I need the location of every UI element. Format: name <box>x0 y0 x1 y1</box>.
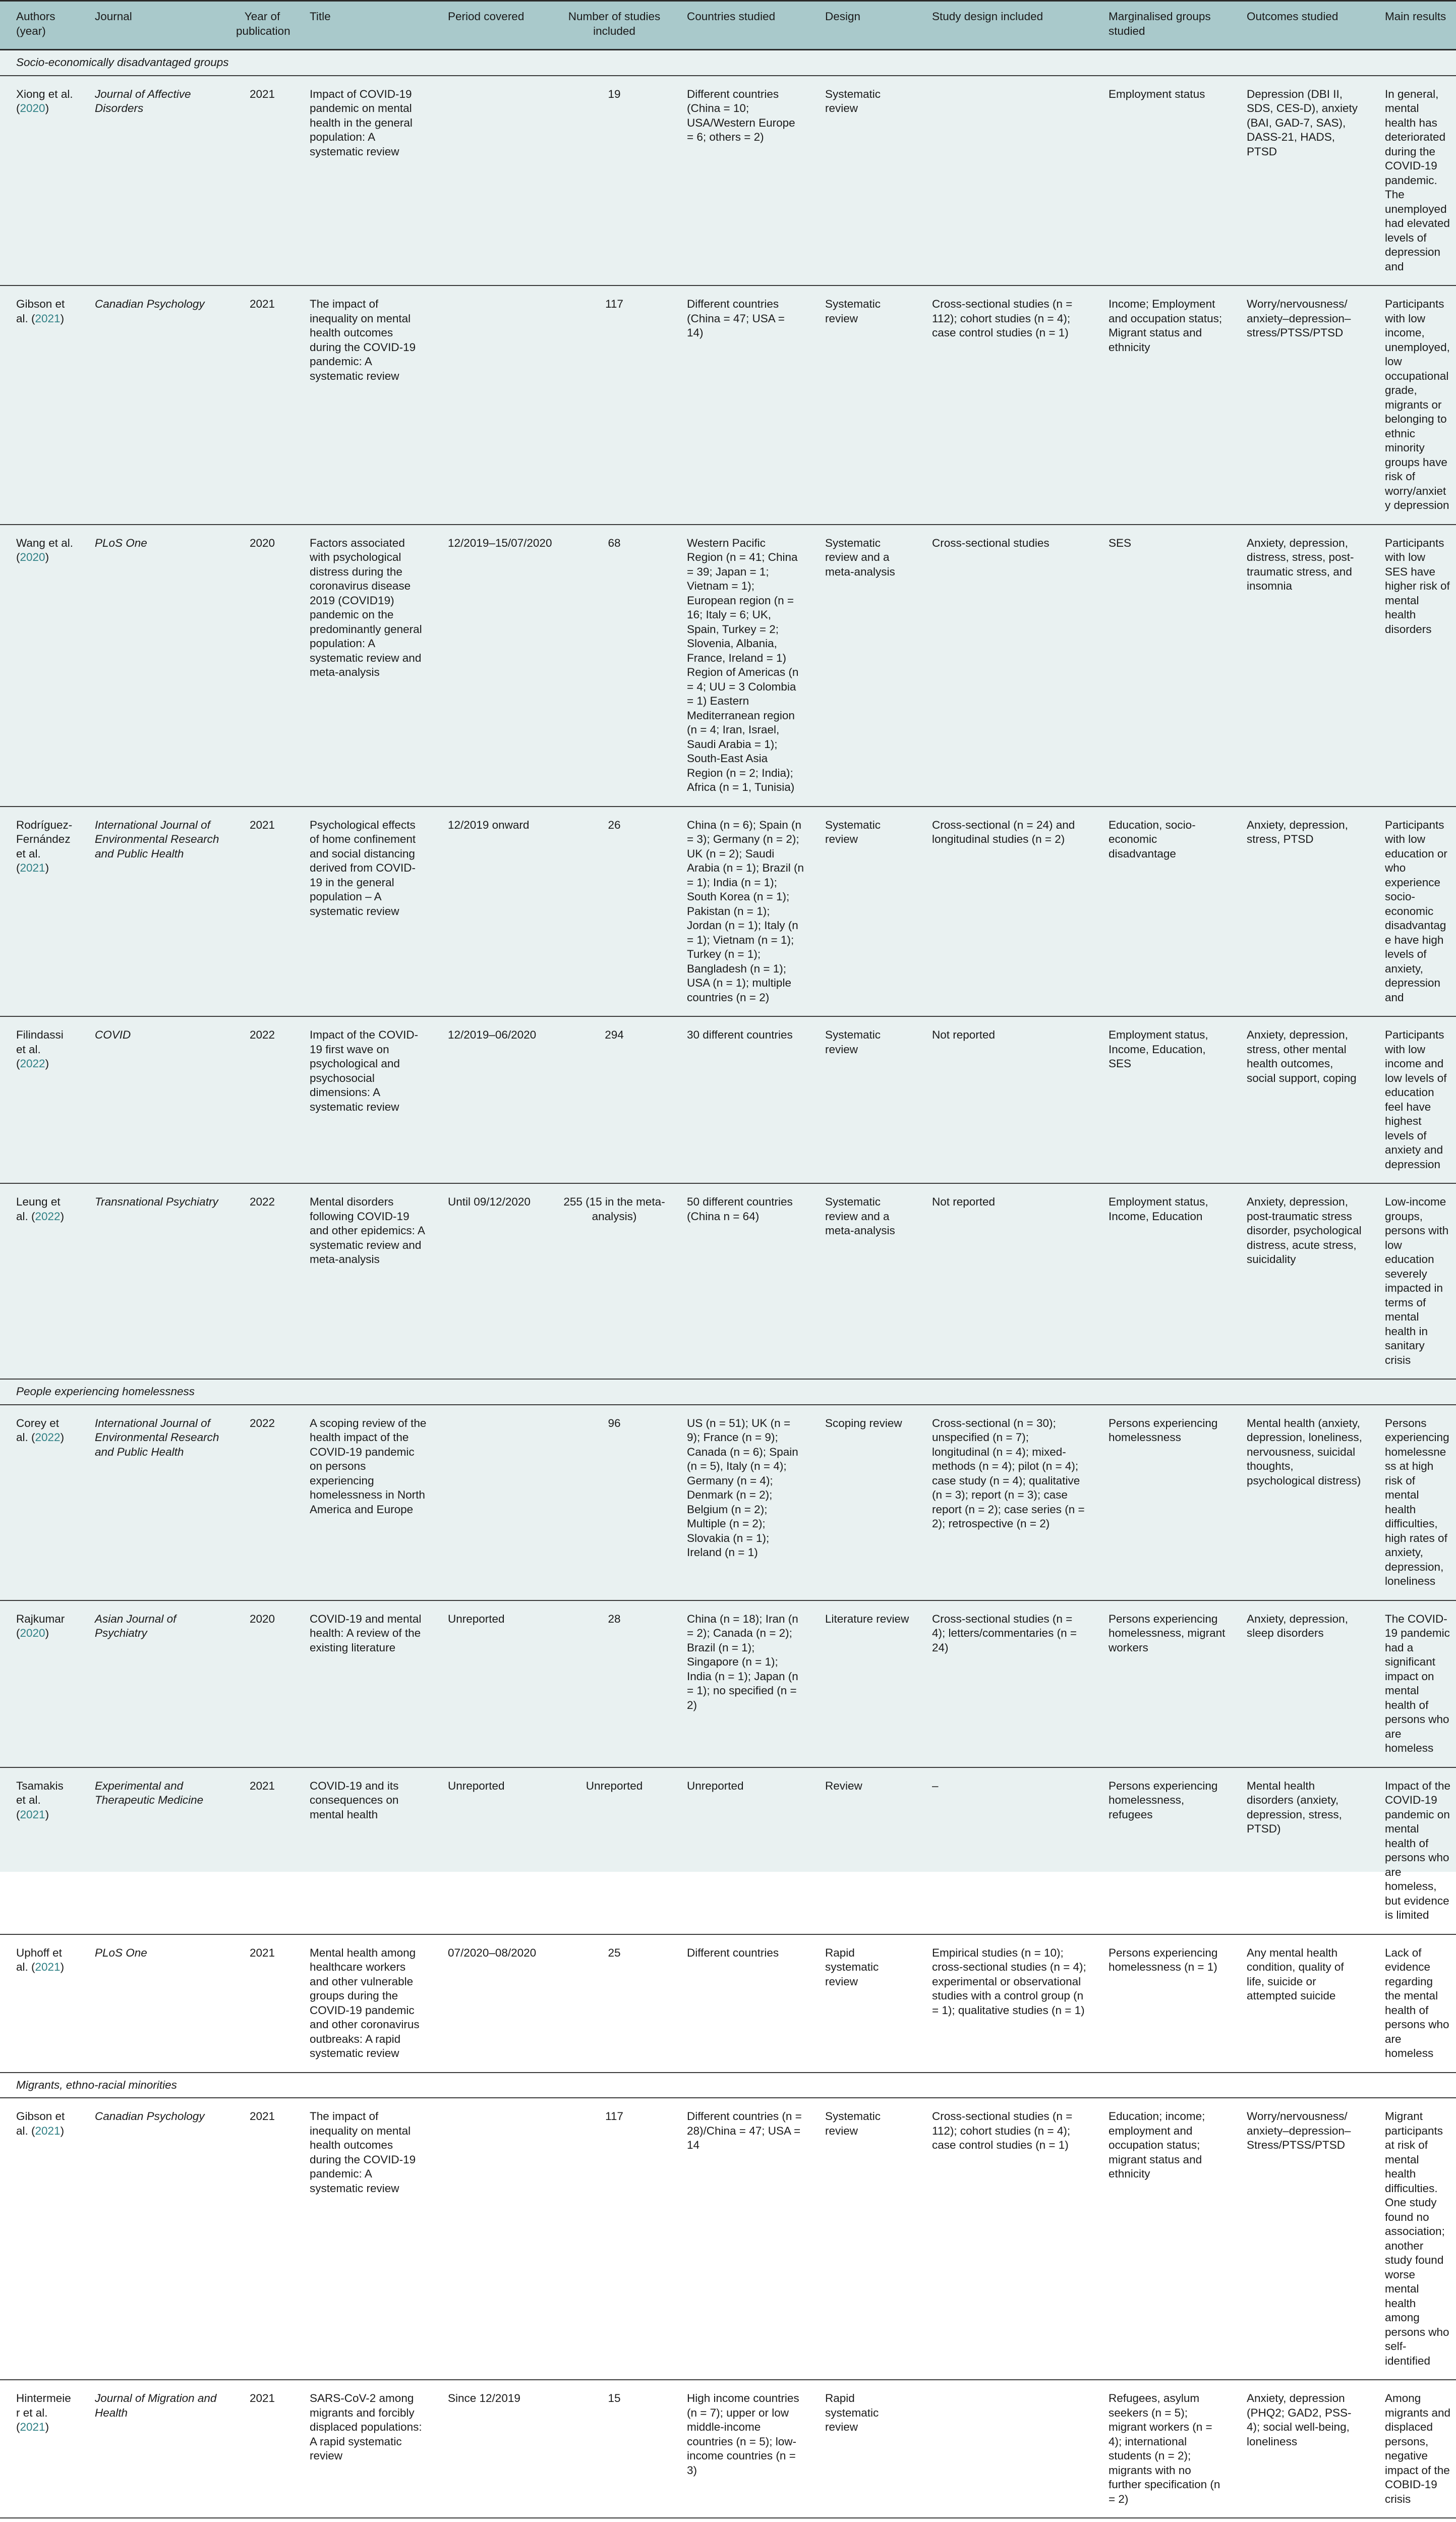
outcomes-cell: Any mental health condition, quality of life, suicide or attempted suicide <box>1231 1934 1369 2073</box>
outcomes-cell: Mental health disorders (anxiety, depression, stress, PTSD) <box>1231 1767 1369 1934</box>
author-name: Filindassi et al. <box>16 1028 64 1056</box>
outcomes-cell: Anxiety, depression, distress, stress, post-traumatic stress, and insomnia <box>1231 525 1369 807</box>
authors-cell: Hintermeier et al. (2021) <box>0 2380 79 2518</box>
study-design-cell <box>916 76 1092 286</box>
countries-cell: High income countries (n = 7); upper or low middle-income countries (n = 5); low-income countries (n = 3) <box>671 2380 809 2518</box>
reference-year-link[interactable]: 2020 <box>20 1627 45 1639</box>
journal-cell: International Journal of Environmental Research and Public Health <box>79 1405 231 1600</box>
title-cell: Factors associated with psychological distress during the coronavirus disease 2019 (COVID19) pandemic on the predominantly general population: A systematic review and meta-analysis <box>294 525 432 807</box>
study-design-cell <box>916 2518 1092 2522</box>
reference-year-link[interactable]: 2020 <box>20 102 45 114</box>
table-row <box>0 2098 1456 2380</box>
authors-cell: Uphoff et al. (2021) <box>0 1934 79 2073</box>
countries-cell: China (n = 6); Spain (n = 3); Germany (n = 2); UK (n = 2); Saudi Arabia (n = 1); Brazil (n = 1); India (n = 1); South Korea (n = 1); Pakistan (n = 1); Jordan (n = 1); Italy (n = 1); Vietnam (n = 1); Turkey (n = 1); Bangladesh (n = 1); USA (n = 1); multiple countries (n = 2) <box>671 807 809 1017</box>
publication-year-cell: 2021 <box>231 2098 294 2380</box>
countries-cell: 30 different countries <box>671 1016 809 1183</box>
design-cell: Systematic review and a meta-analysis <box>809 1183 916 1379</box>
design-cell: Literature review <box>809 1600 916 1767</box>
groups-cell: Income; Employment and occupation status; Migrant status and ethnicity <box>1092 285 1231 525</box>
groups-cell <box>1092 2518 1231 2522</box>
authors-cell: Corey et al. (2022) <box>0 1405 79 1600</box>
table-row <box>0 2380 1456 2518</box>
period-cell: Unreported <box>432 1767 558 1934</box>
results-cell: Among migrants and displaced persons, negative impact of the COBID-19 crisis <box>1369 2380 1456 2518</box>
groups-cell: Education, socio-economic disadvantage <box>1092 807 1231 1017</box>
journal-cell: International Journal of Environmental Research and Public Health <box>79 807 231 1017</box>
study-design-cell: Cross-sectional (n = 30); unspecified (n = 7); longitudinal (n = 4); mixed-methods (n = 4); pilot (n = 4); case study (n = 4); qualitative (n = 3); report (n = 3); case report (n = 2); case series (n = 2); retrospective (n = 2) <box>916 1405 1092 1600</box>
reference-year-link[interactable]: 2021 <box>20 2421 45 2433</box>
design-cell: Systematic review <box>809 807 916 1017</box>
study-count-cell: 96 <box>558 1405 671 1600</box>
groups-cell: Persons experiencing homelessness, refugees <box>1092 1767 1231 1934</box>
column-header: Period covered <box>432 1 558 50</box>
journal-cell: PLoS One <box>79 1934 231 2073</box>
publication-year-cell: 2020 <box>231 525 294 807</box>
author-name: Uphoff et al. <box>16 1946 62 1974</box>
results-cell: The COVID-19 pandemic had a significant impact on mental health of persons who are homeless <box>1369 1600 1456 1767</box>
countries-cell: China (n = 18); Iran (n = 2); Canada (n = 2); Brazil (n = 1); Singapore (n = 1); India (n = 1); Japan (n = 1); no specified (n = 2) <box>671 1600 809 1767</box>
publication-year-cell: 2022 <box>231 1016 294 1183</box>
author-name: Rajkumar <box>16 1613 65 1625</box>
authors-cell <box>0 2518 79 2522</box>
title-cell: COVID-19 and its consequences on mental health <box>294 1767 432 1934</box>
study-count-cell <box>558 2518 671 2522</box>
title-cell: Psychological effects of home confinement and social distancing derived from COVID-19 in the general population – A systematic review <box>294 807 432 1017</box>
author-name: Corey et al. <box>16 1417 59 1444</box>
outcomes-cell: Depression (DBI II, SDS, CES-D), anxiety (BAI, GAD-7, SAS), DASS-21, HADS, PTSD <box>1231 76 1369 286</box>
journal-cell: PLoS One <box>79 525 231 807</box>
journal-cell: Canadian Psychology <box>79 2098 231 2380</box>
table-row <box>0 1183 1456 1379</box>
section-row <box>0 1379 1456 1405</box>
column-header: Countries studied <box>671 1 809 50</box>
author-name: Gibson et al. <box>16 2110 65 2137</box>
author-name: Xiong et al. <box>16 88 73 100</box>
authors-cell: Filindassi et al. (2022) <box>0 1016 79 1183</box>
author-name: Leung et al. <box>16 1195 61 1223</box>
study-count-cell: 25 <box>558 1934 671 2073</box>
journal-cell: Canadian Psychology <box>79 285 231 525</box>
study-design-cell <box>916 2380 1092 2518</box>
period-cell <box>432 1405 558 1600</box>
results-cell: Impact of the COVID-19 pandemic on mental health of persons who are homeless, but evidence is limited <box>1369 1767 1456 1934</box>
study-design-cell: Not reported <box>916 1016 1092 1183</box>
author-name: Hintermeier et al. <box>16 2392 71 2419</box>
countries-cell: Different countries (China = 10; USA/Western Europe = 6; others = 2) <box>671 76 809 286</box>
study-design-cell: Cross-sectional studies (n = 4); letters/commentaries (n = 24) <box>916 1600 1092 1767</box>
period-cell <box>432 2098 558 2380</box>
design-cell: Rapid systematic review <box>809 2380 916 2518</box>
authors-cell: Gibson et al. (2021) <box>0 2098 79 2380</box>
study-design-cell: Cross-sectional studies (n = 112); cohort studies (n = 4); case control studies (n = 1) <box>916 2098 1092 2380</box>
table-row <box>0 525 1456 807</box>
journal-cell: COVID <box>79 1016 231 1183</box>
countries-cell: Unreported <box>671 1767 809 1934</box>
publication-year-cell: 2020 <box>231 1600 294 1767</box>
results-cell: Persons experiencing homelessness at high risk of mental health difficulties, high rates of anxiety, depression, loneliness <box>1369 1405 1456 1600</box>
title-cell: Mental health among healthcare workers and other vulnerable groups during the COVID-19 pandemic and other coronavirus outbreaks: A rapid systematic review <box>294 1934 432 2073</box>
study-design-cell: Cross-sectional studies (n = 112); cohort studies (n = 4); case control studies (n = 1) <box>916 285 1092 525</box>
period-cell <box>432 285 558 525</box>
countries-cell <box>671 2518 809 2522</box>
study-design-cell: Cross-sectional (n = 24) and longitudinal studies (n = 2) <box>916 807 1092 1017</box>
study-count-cell: 68 <box>558 525 671 807</box>
journal-cell: Experimental and Therapeutic Medicine <box>79 1767 231 1934</box>
journal-cell: Journal of Migration and Health <box>79 2380 231 2518</box>
study-design-cell: Empirical studies (n = 10); cross-sectional studies (n = 4); experimental or observational studies with a control group (n = 1); qualitative studies (n = 1) <box>916 1934 1092 2073</box>
author-name: Tsamakis et al. <box>16 1780 64 1807</box>
countries-cell: US (n = 51); UK (n = 9); France (n = 9); Canada (n = 6); Spain (n = 5), Italy (n = 4); Germany (n = 4); Denmark (n = 2); Belgium (n = 2); Multiple (n = 2); Slovakia (n = 1); Ireland (n = 1) <box>671 1405 809 1600</box>
study-count-cell: 255 (15 in the meta-analysis) <box>558 1183 671 1379</box>
groups-cell: Persons experiencing homelessness, migrant workers <box>1092 1600 1231 1767</box>
period-cell: Until 09/12/2020 <box>432 1183 558 1379</box>
period-cell: 12/2019–15/07/2020 <box>432 525 558 807</box>
authors-cell: Rodríguez-Fernández et al. (2021) <box>0 807 79 1017</box>
journal-cell: Asian Journal of Psychiatry <box>79 1600 231 1767</box>
design-cell: Systematic review <box>809 2098 916 2380</box>
author-name: Rodríguez-Fernández et al. <box>16 819 72 860</box>
groups-cell: Education; income; employment and occupation status; migrant status and ethnicity <box>1092 2098 1231 2380</box>
study-count-cell: 117 <box>558 2098 671 2380</box>
table-row <box>0 285 1456 525</box>
groups-cell: Refugees, asylum seekers (n = 5); migrant workers (n = 4); international students (n = 2); migrants with no further specification (n = 2) <box>1092 2380 1231 2518</box>
design-cell: Systematic review <box>809 285 916 525</box>
section-row <box>0 2073 1456 2098</box>
reference-year-link[interactable]: 2022 <box>35 1210 61 1223</box>
groups-cell: SES <box>1092 525 1231 807</box>
title-cell <box>294 2518 432 2522</box>
groups-cell: Persons experiencing homelessness (n = 1) <box>1092 1934 1231 2073</box>
publication-year-cell: 2021 <box>231 76 294 286</box>
study-count-cell: 117 <box>558 285 671 525</box>
column-header: Main results <box>1369 1 1456 50</box>
study-count-cell: 294 <box>558 1016 671 1183</box>
study-count-cell: Unreported <box>558 1767 671 1934</box>
publication-year-cell: 2021 <box>231 1767 294 1934</box>
period-cell: 12/2019 onward <box>432 807 558 1017</box>
reference-year-link[interactable]: 2021 <box>20 862 45 874</box>
reference-year-link[interactable]: 2021 <box>35 1961 61 1973</box>
countries-cell: Different countries (n = 28)/China = 47; USA = 14 <box>671 2098 809 2380</box>
countries-cell: Different countries (China = 47; USA = 14) <box>671 285 809 525</box>
outcomes-cell: Worry/nervousness/ anxiety–depression–Stress/PTSS/PTSD <box>1231 2098 1369 2380</box>
title-cell: Mental disorders following COVID-19 and other epidemics: A systematic review and meta-analysis <box>294 1183 432 1379</box>
outcomes-cell: Mental health (anxiety, depression, loneliness, nervousness, suicidal thoughts, psychological distress) <box>1231 1405 1369 1600</box>
column-header: Journal <box>79 1 231 50</box>
author-name: Wang et al. <box>16 537 73 549</box>
table-header-row <box>0 1 1456 50</box>
journal-cell <box>79 2518 231 2522</box>
period-cell: Unreported <box>432 1600 558 1767</box>
column-header: Year of publication <box>231 1 294 50</box>
column-header: Study design included <box>916 1 1092 50</box>
outcomes-cell: Worry/nervousness/ anxiety–depression–stress/PTSS/PTSD <box>1231 285 1369 525</box>
title-cell: Impact of COVID-19 pandemic on mental health in the general population: A systematic review <box>294 76 432 286</box>
results-cell: Participants with low income, unemployed, low occupational grade, migrants or belonging to ethnic minority groups have risk of worry/anxiety depression <box>1369 285 1456 525</box>
study-count-cell: 15 <box>558 2380 671 2518</box>
outcomes-cell: Anxiety, depression, stress, other mental health outcomes, social support, coping <box>1231 1016 1369 1183</box>
author-name: Gibson et al. <box>16 298 65 325</box>
title-cell: Impact of the COVID-19 first wave on psychological and psychosocial dimensions: A systematic review <box>294 1016 432 1183</box>
column-header: Title <box>294 1 432 50</box>
table-row <box>0 1767 1456 1934</box>
column-header: Design <box>809 1 916 50</box>
authors-cell: Wang et al. (2020) <box>0 525 79 807</box>
reference-year-link[interactable]: 2021 <box>35 2125 61 2137</box>
column-header: Number of studies included <box>558 1 671 50</box>
outcomes-cell <box>1231 2518 1369 2522</box>
study-count-cell: 28 <box>558 1600 671 1767</box>
design-cell: Review <box>809 1767 916 1934</box>
authors-cell: Gibson et al. (2021) <box>0 285 79 525</box>
reference-year-link[interactable]: 2022 <box>20 1057 45 1070</box>
outcomes-cell: Anxiety, depression, post-traumatic stress disorder, psychological distress, acute stress, suicidality <box>1231 1183 1369 1379</box>
column-header: Authors (year) <box>0 1 79 50</box>
results-cell: Participants with low education or who experience socio-economic disadvantage have high levels of anxiety, depression and <box>1369 807 1456 1017</box>
design-cell: Systematic review <box>809 76 916 286</box>
countries-cell: 50 different countries (China n = 64) <box>671 1183 809 1379</box>
reference-year-link[interactable]: 2022 <box>35 1431 61 1444</box>
table-row <box>0 1016 1456 1183</box>
table-row <box>0 1600 1456 1767</box>
design-cell <box>809 2518 916 2522</box>
period-cell <box>432 2518 558 2522</box>
publication-year-cell: 2021 <box>231 1934 294 2073</box>
groups-cell: Employment status, Income, Education, SES <box>1092 1016 1231 1183</box>
title-cell: A scoping review of the health impact of the COVID-19 pandemic on persons experiencing homelessness in North America and Europe <box>294 1405 432 1600</box>
table-row <box>0 1934 1456 2073</box>
groups-cell: Employment status <box>1092 76 1231 286</box>
table-row <box>0 2518 1456 2522</box>
reference-year-link[interactable]: 2020 <box>20 551 45 563</box>
results-cell: Participants with low SES have higher risk of mental health disorders <box>1369 525 1456 807</box>
outcomes-cell: Anxiety, depression, sleep disorders <box>1231 1600 1369 1767</box>
table-row <box>0 76 1456 286</box>
design-cell: Systematic review <box>809 1016 916 1183</box>
study-count-cell: 19 <box>558 76 671 286</box>
publication-year-cell <box>231 2518 294 2522</box>
period-cell: 12/2019–06/2020 <box>432 1016 558 1183</box>
title-cell: The impact of inequality on mental health outcomes during the COVID-19 pandemic: A systematic review <box>294 285 432 525</box>
outcomes-cell: Anxiety, depression, stress, PTSD <box>1231 807 1369 1017</box>
study-design-cell: Cross-sectional studies <box>916 525 1092 807</box>
design-cell: Scoping review <box>809 1405 916 1600</box>
study-design-cell: – <box>916 1767 1092 1934</box>
results-cell: Participants with low income and low levels of education feel have highest levels of anxiety and depression <box>1369 1016 1456 1183</box>
groups-cell: Persons experiencing homelessness <box>1092 1405 1231 1600</box>
section-label: Socio-economically disadvantaged groups <box>0 50 1456 76</box>
journal-cell: Journal of Affective Disorders <box>79 76 231 286</box>
authors-cell: Xiong et al. (2020) <box>0 76 79 286</box>
study-count-cell: 26 <box>558 807 671 1017</box>
table-row <box>0 1405 1456 1600</box>
table-row <box>0 807 1456 1017</box>
results-cell: Lack of evidence regarding the mental health of persons who are homeless <box>1369 1934 1456 2073</box>
section-row <box>0 50 1456 76</box>
outcomes-cell: Anxiety, depression (PHQ2; GAD2, PSS-4); social well-being, loneliness <box>1231 2380 1369 2518</box>
countries-cell: Different countries <box>671 1934 809 2073</box>
section-label: Migrants, ethno-racial minorities <box>0 2073 1456 2098</box>
period-cell <box>432 76 558 286</box>
title-cell: The impact of inequality on mental health outcomes during the COVID-19 pandemic: A systematic review <box>294 2098 432 2380</box>
table-body <box>0 50 1456 2522</box>
authors-cell: Rajkumar (2020) <box>0 1600 79 1767</box>
period-cell: Since 12/2019 <box>432 2380 558 2518</box>
title-cell: COVID-19 and mental health: A review of the existing literature <box>294 1600 432 1767</box>
study-design-cell: Not reported <box>916 1183 1092 1379</box>
journal-cell: Transnational Psychiatry <box>79 1183 231 1379</box>
column-header: Marginalised groups studied <box>1092 1 1231 50</box>
publication-year-cell: 2022 <box>231 1405 294 1600</box>
results-cell: In general, mental health has deteriorated during the COVID-19 pandemic. The unemployed had elevated levels of depression and <box>1369 76 1456 286</box>
reference-year-link[interactable]: 2021 <box>20 1808 45 1821</box>
results-cell <box>1369 2518 1456 2522</box>
authors-cell: Leung et al. (2022) <box>0 1183 79 1379</box>
period-cell: 07/2020–08/2020 <box>432 1934 558 2073</box>
design-cell: Rapid systematic review <box>809 1934 916 2073</box>
authors-cell: Tsamakis et al. (2021) <box>0 1767 79 1934</box>
results-cell: Low-income groups, persons with low education severely impacted in terms of mental health in sanitary crisis <box>1369 1183 1456 1379</box>
countries-cell: Western Pacific Region (n = 41; China = 39; Japan = 1; Vietnam = 1); European region (n = 16; Italy = 6; UK, Spain, Turkey = 2; Slovenia, Albania, France, Ireland = 1) Region of Americas (n = 4; UU = 3 Colombia = 1) Eastern Mediterranean region (n = 4; Iran, Israel, Saudi Arabia = 1); South-East Asia Region (n = 2; India); Africa (n = 1, Tunisia) <box>671 525 809 807</box>
publication-year-cell: 2021 <box>231 285 294 525</box>
publication-year-cell: 2021 <box>231 2380 294 2518</box>
publication-year-cell: 2021 <box>231 807 294 1017</box>
reference-year-link[interactable]: 2021 <box>35 312 61 325</box>
section-label: People experiencing homelessness <box>0 1379 1456 1405</box>
title-cell: SARS-CoV-2 among migrants and forcibly displaced populations: A rapid systematic review <box>294 2380 432 2518</box>
groups-cell: Employment status, Income, Education <box>1092 1183 1231 1379</box>
publication-year-cell: 2022 <box>231 1183 294 1379</box>
column-header: Outcomes studied <box>1231 1 1369 50</box>
design-cell: Systematic review and a meta-analysis <box>809 525 916 807</box>
results-cell: Migrant participants at risk of mental health difficulties. One study found no association; another study found worse mental health among persons who self-identified <box>1369 2098 1456 2380</box>
